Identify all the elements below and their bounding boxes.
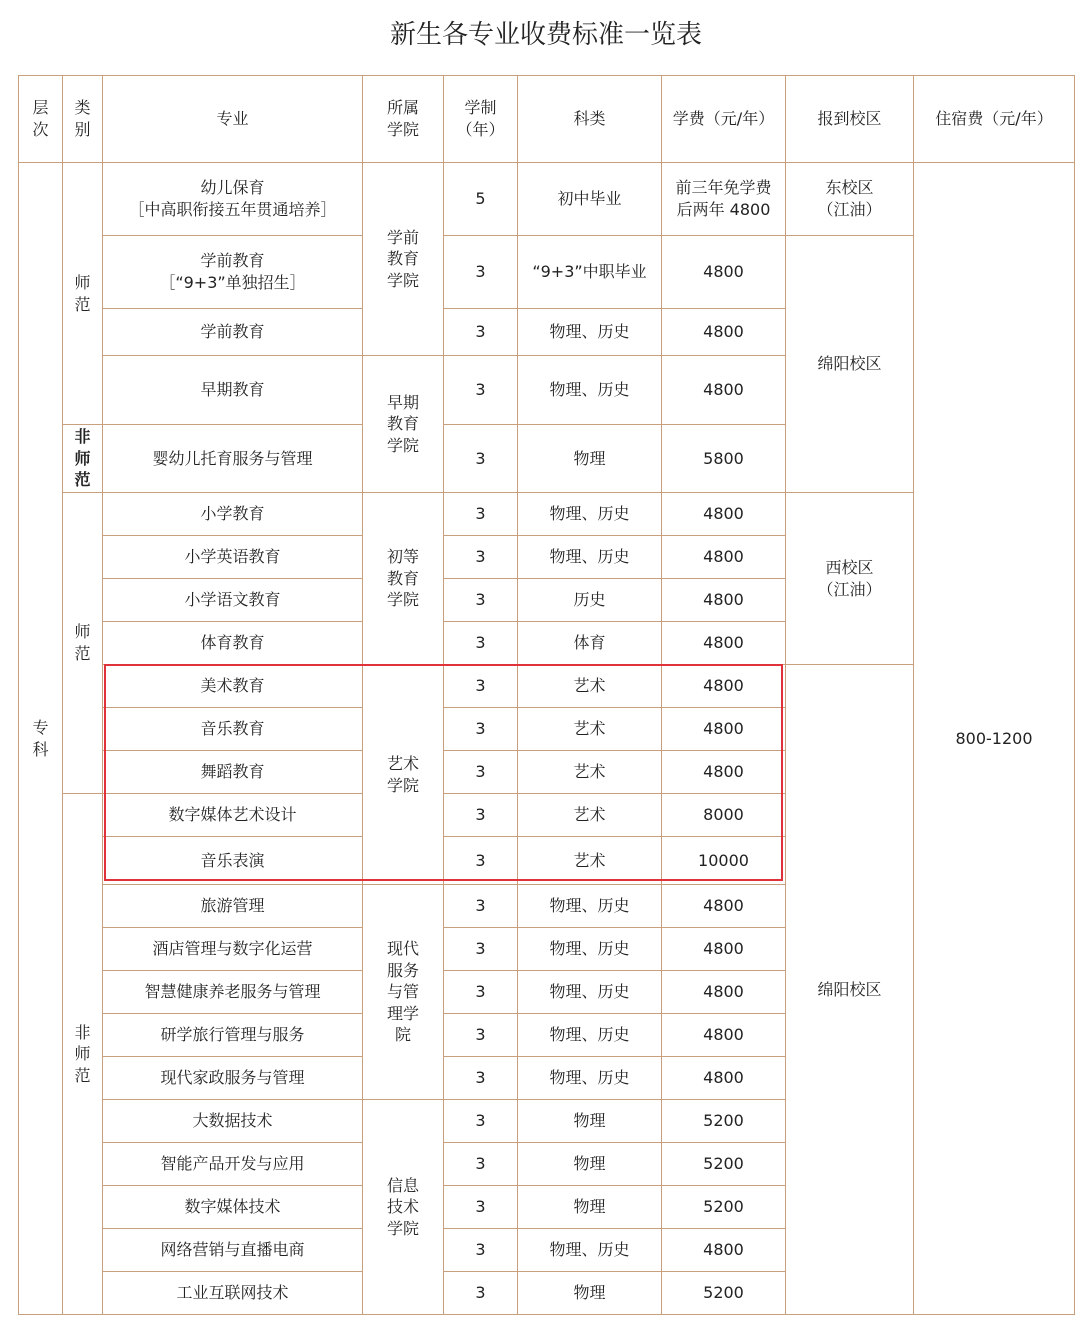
tuition-cell: 4800 [662, 928, 786, 971]
header-category: 类 别 [63, 76, 103, 163]
college-art: 艺术 学院 [363, 665, 444, 885]
tuition-cell: 前三年免学费 后两年 4800 [662, 163, 786, 236]
subject-cell: 物理、历史 [518, 1229, 662, 1272]
duration-cell: 3 [444, 236, 518, 309]
category-non-normal: 非 师 范 [63, 794, 103, 1315]
major-cell: 工业互联网技术 [103, 1272, 363, 1315]
header-level: 层 次 [19, 76, 63, 163]
header-duration: 学制 （年） [444, 76, 518, 163]
header-accommodation: 住宿费（元/年） [914, 76, 1075, 163]
college-preschool: 学前 教育 学院 [363, 163, 444, 356]
college-modern-service: 现代 服务 与管 理学 院 [363, 885, 444, 1100]
tuition-cell: 4800 [662, 1057, 786, 1100]
duration-cell: 3 [444, 425, 518, 493]
duration-cell: 3 [444, 536, 518, 579]
subject-cell: 物理 [518, 1143, 662, 1186]
tuition-cell: 5200 [662, 1186, 786, 1229]
duration-cell: 3 [444, 708, 518, 751]
subject-cell: 艺术 [518, 794, 662, 837]
campus-mianyang: 绵阳校区 [786, 665, 914, 1315]
major-cell: 现代家政服务与管理 [103, 1057, 363, 1100]
subject-cell: 物理、历史 [518, 536, 662, 579]
major-cell: 美术教育 [103, 665, 363, 708]
tuition-cell: 4800 [662, 708, 786, 751]
campus-west: 西校区 （江油） [786, 493, 914, 665]
tuition-cell: 10000 [662, 837, 786, 885]
subject-cell: 物理、历史 [518, 1014, 662, 1057]
tuition-cell: 4800 [662, 309, 786, 356]
duration-cell: 3 [444, 1186, 518, 1229]
subject-cell: 物理 [518, 1100, 662, 1143]
major-cell: 数字媒体技术 [103, 1186, 363, 1229]
major-cell: 数字媒体艺术设计 [103, 794, 363, 837]
subject-cell: 艺术 [518, 751, 662, 794]
major-cell: 早期教育 [103, 356, 363, 425]
tuition-cell: 4800 [662, 665, 786, 708]
tuition-cell: 8000 [662, 794, 786, 837]
tuition-cell: 4800 [662, 236, 786, 309]
subject-cell: 物理 [518, 1272, 662, 1315]
duration-cell: 3 [444, 356, 518, 425]
level-cell: 专 科 [19, 163, 63, 1315]
tuition-cell: 5200 [662, 1100, 786, 1143]
duration-cell: 3 [444, 1100, 518, 1143]
category-normal: 师 范 [63, 493, 103, 794]
category-non-normal: 非 师 范 [63, 425, 103, 493]
tuition-cell: 4800 [662, 885, 786, 928]
major-cell: 音乐表演 [103, 837, 363, 885]
tuition-cell: 4800 [662, 356, 786, 425]
subject-cell: 物理、历史 [518, 493, 662, 536]
major-cell: 体育教育 [103, 622, 363, 665]
fee-table [18, 75, 1075, 1315]
subject-cell: 物理、历史 [518, 885, 662, 928]
table-row [19, 163, 1075, 236]
tuition-cell: 4800 [662, 971, 786, 1014]
tuition-cell: 4800 [662, 1229, 786, 1272]
tuition-cell: 4800 [662, 579, 786, 622]
subject-cell: “9+3”中职毕业 [518, 236, 662, 309]
header-major: 专业 [103, 76, 363, 163]
major-cell: 舞蹈教育 [103, 751, 363, 794]
major-cell: 小学语文教育 [103, 579, 363, 622]
tuition-cell: 4800 [662, 493, 786, 536]
duration-cell: 3 [444, 794, 518, 837]
subject-cell: 艺术 [518, 837, 662, 885]
major-cell: 小学教育 [103, 493, 363, 536]
duration-cell: 3 [444, 622, 518, 665]
major-cell: 大数据技术 [103, 1100, 363, 1143]
accommodation-fee: 800-1200 [914, 163, 1075, 1315]
subject-cell: 物理、历史 [518, 1057, 662, 1100]
major-cell: 旅游管理 [103, 885, 363, 928]
subject-cell: 物理 [518, 1186, 662, 1229]
major-cell: 音乐教育 [103, 708, 363, 751]
tuition-cell: 4800 [662, 536, 786, 579]
duration-cell: 3 [444, 1229, 518, 1272]
campus-east: 东校区 （江油） [786, 163, 914, 236]
header-subject: 科类 [518, 76, 662, 163]
major-cell: 学前教育 ［“9+3”单独招生］ [103, 236, 363, 309]
duration-cell: 3 [444, 885, 518, 928]
tuition-cell: 4800 [662, 1014, 786, 1057]
major-cell: 学前教育 [103, 309, 363, 356]
subject-cell: 物理 [518, 425, 662, 493]
header-campus: 报到校区 [786, 76, 914, 163]
subject-cell: 物理、历史 [518, 309, 662, 356]
header-tuition: 学费（元/年） [662, 76, 786, 163]
major-cell: 网络营销与直播电商 [103, 1229, 363, 1272]
tuition-cell: 5200 [662, 1272, 786, 1315]
major-cell: 智慧健康养老服务与管理 [103, 971, 363, 1014]
tuition-cell: 5800 [662, 425, 786, 493]
subject-cell: 物理、历史 [518, 356, 662, 425]
major-cell: 小学英语教育 [103, 536, 363, 579]
duration-cell: 3 [444, 1057, 518, 1100]
major-cell: 幼儿保育 ［中高职衔接五年贯通培养］ [103, 163, 363, 236]
duration-cell: 3 [444, 928, 518, 971]
subject-cell: 体育 [518, 622, 662, 665]
tuition-cell: 5200 [662, 1143, 786, 1186]
college-info-tech: 信息 技术 学院 [363, 1100, 444, 1315]
subject-cell: 艺术 [518, 665, 662, 708]
tuition-cell: 4800 [662, 622, 786, 665]
major-cell: 研学旅行管理与服务 [103, 1014, 363, 1057]
major-cell: 婴幼儿托育服务与管理 [103, 425, 363, 493]
duration-cell: 3 [444, 665, 518, 708]
header-college: 所属 学院 [363, 76, 444, 163]
duration-cell: 3 [444, 1014, 518, 1057]
header-row [19, 76, 1075, 163]
major-cell: 智能产品开发与应用 [103, 1143, 363, 1186]
campus-mianyang: 绵阳校区 [786, 236, 914, 493]
tuition-cell: 4800 [662, 751, 786, 794]
duration-cell: 3 [444, 971, 518, 1014]
subject-cell: 初中毕业 [518, 163, 662, 236]
subject-cell: 艺术 [518, 708, 662, 751]
duration-cell: 3 [444, 1143, 518, 1186]
duration-cell: 5 [444, 163, 518, 236]
duration-cell: 3 [444, 837, 518, 885]
college-primary: 初等 教育 学院 [363, 493, 444, 665]
duration-cell: 3 [444, 751, 518, 794]
duration-cell: 3 [444, 309, 518, 356]
duration-cell: 3 [444, 1272, 518, 1315]
category-normal: 师 范 [63, 163, 103, 425]
college-early: 早期 教育 学院 [363, 356, 444, 493]
duration-cell: 3 [444, 579, 518, 622]
subject-cell: 物理、历史 [518, 928, 662, 971]
subject-cell: 物理、历史 [518, 971, 662, 1014]
subject-cell: 历史 [518, 579, 662, 622]
page-title: 新生各专业收费标准一览表 [389, 20, 702, 50]
major-cell: 酒店管理与数字化运营 [103, 928, 363, 971]
duration-cell: 3 [444, 493, 518, 536]
